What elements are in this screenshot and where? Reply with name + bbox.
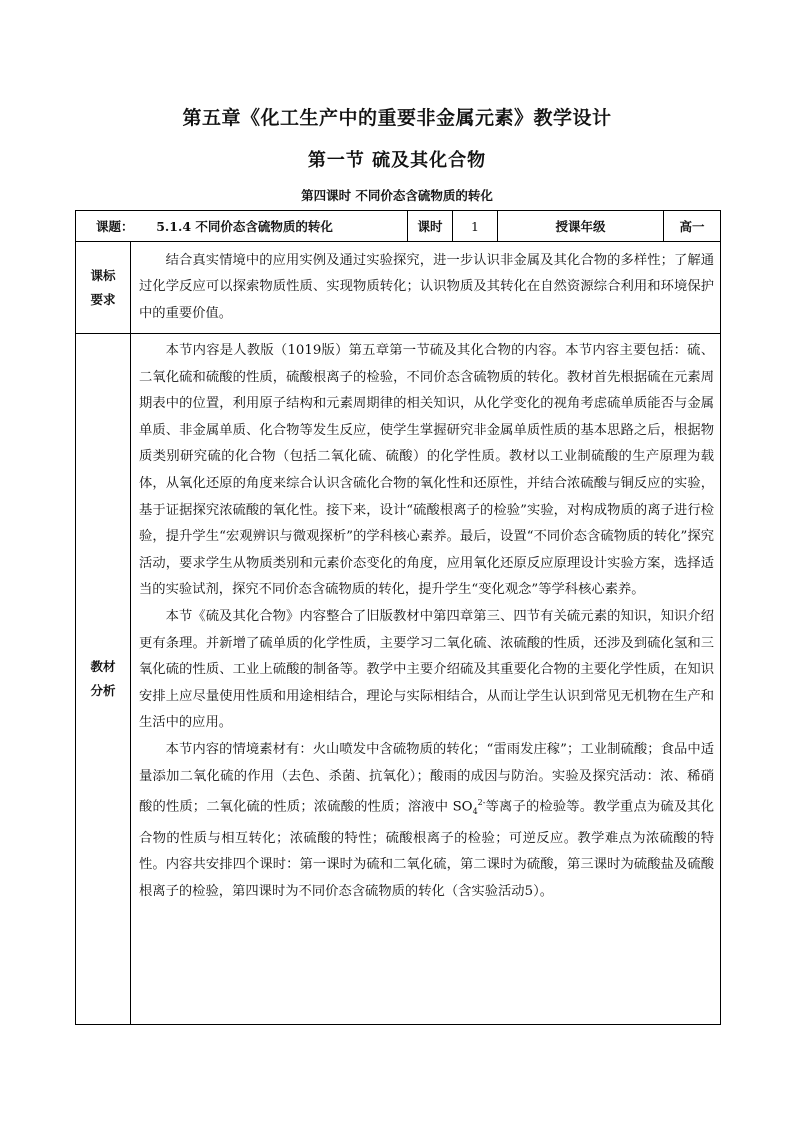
requirements-label-line2: 要求 <box>90 291 116 307</box>
sulfate-superscript: 2- <box>477 798 486 808</box>
analysis-paragraph-3-part2: 等离子的检验等。教学重点为硫及其化合物的性质与相互转化；浓硫酸的特性；硫酸根离子的检验；可逆反应。教学难点为浓硫酸的特性。内容共安排四个课时：第一课时为硫和二氧化硫，第二课时为硫酸，第三课时为硫酸盐及硫酸根离子的检验，第四课时为不同价态含硫物质的转化（含实验活动5）。 <box>139 799 715 899</box>
sulfate-subscript: 4 <box>472 807 478 817</box>
requirements-text: 结合真实情境中的应用实例及通过实验探究，进一步认识非金属及其化合物的多样性；了解通过化学反应可以探索物质性质、实现物质转化；认识物质及其转化在自然资源综合利用和环境保护中的重要价值。 <box>139 252 715 321</box>
requirements-content <box>131 242 721 334</box>
analysis-paragraph-3-part1: 本节内容的情境素材有：火山喷发中含硫物质的转化；“雷雨发庄稼”；工业制硫酸；食品中适量添加二氧化硫的作用（去色、杀菌、抗氧化）；酸雨的成因与防治。实验及探究活动：浓、稀硝酸的性质；二氧化硫的性质；浓硫酸的性质；溶液中 SO <box>139 741 715 815</box>
requirements-row <box>76 242 721 334</box>
info-row <box>76 211 721 242</box>
analysis-paragraph-3 <box>139 737 714 906</box>
requirements-label-line1: 课标 <box>90 267 116 283</box>
analysis-paragraph-1: 本节内容是人教版（1019版）第五章第一节硫及其化合物的内容。本节内容主要包括：硫、二氧化硫和硫酸的性质，硫酸根离子的检验，不同价态含硫物质的转化。教材首先根据硫在元素周期表中的位置，利用原子结构和元素周期律的相关知识，从化学变化的视角考虑硫单质能否与金属单质、非金属单质、化合物等发生反应，使学生掌握研究非金属单质性质的基本思路之后，根据物质类别研究硫的化合物（包括二氧化硫、硫酸）的化学性质。教材以工业制硫酸的生产原理为载体，从氧化还原的角度来综合认识含硫化合物的氧化性和还原性，并结合浓硫酸与铜反应的实验，基于证据探究浓硫酸的氧化性。接下来，设计“硫酸根离子的检验”实验，对构成物质的离子进行检验，提升学生“宏观辨识与微观探析”的学科核心素养。最后，设置“不同价态含硫物质的转化”探究活动，要求学生从物质类别和元素价态变化的角度，应用氧化还原反应原理设计实验方案，选择适当的实验试剂，探究不同价态含硫物质的转化，提升学生“变化观念”等学科核心素养。 <box>139 343 715 598</box>
analysis-row <box>76 334 721 1025</box>
analysis-label-line1: 教材 <box>90 659 116 674</box>
chapter-title: 第五章《化工生产中的重要非金属元素》教学设计 <box>182 107 612 129</box>
analysis-label <box>76 334 131 1025</box>
lesson-title: 第四课时 不同价态含硫物质的转化 <box>301 188 493 203</box>
grade-label: 授课年级 <box>498 211 664 242</box>
topic-value: 5.1.4 不同价态含硫物质的转化 <box>156 219 333 234</box>
section-title: 第一节 硫及其化合物 <box>307 150 487 171</box>
topic-label: 课题： <box>96 219 134 234</box>
requirements-label <box>76 242 131 334</box>
analysis-content <box>131 334 721 1025</box>
analysis-label-line2: 分析 <box>90 683 116 698</box>
lesson-plan-table <box>75 210 721 1025</box>
period-value: 1 <box>453 211 498 242</box>
topic-cell <box>76 211 408 242</box>
analysis-paragraph-2: 本节《硫及其化合物》内容整合了旧版教材中第四章第三、四节有关硫元素的知识，知识介绍更有条理。并新增了硫单质的化学性质，主要学习二氧化硫、浓硫酸的性质，还涉及到硫化氢和三氧化硫的性质、工业上硫酸的制备等。教学中主要介绍硫及其重要化合物的主要化学性质，在知识安排上应尽量使用性质和用途相结合，理论与实际相结合，从而让学生认识到常见无机物在生产和生活中的应用。 <box>139 608 715 731</box>
period-label: 课时 <box>408 211 453 242</box>
grade-value: 高一 <box>664 211 721 242</box>
